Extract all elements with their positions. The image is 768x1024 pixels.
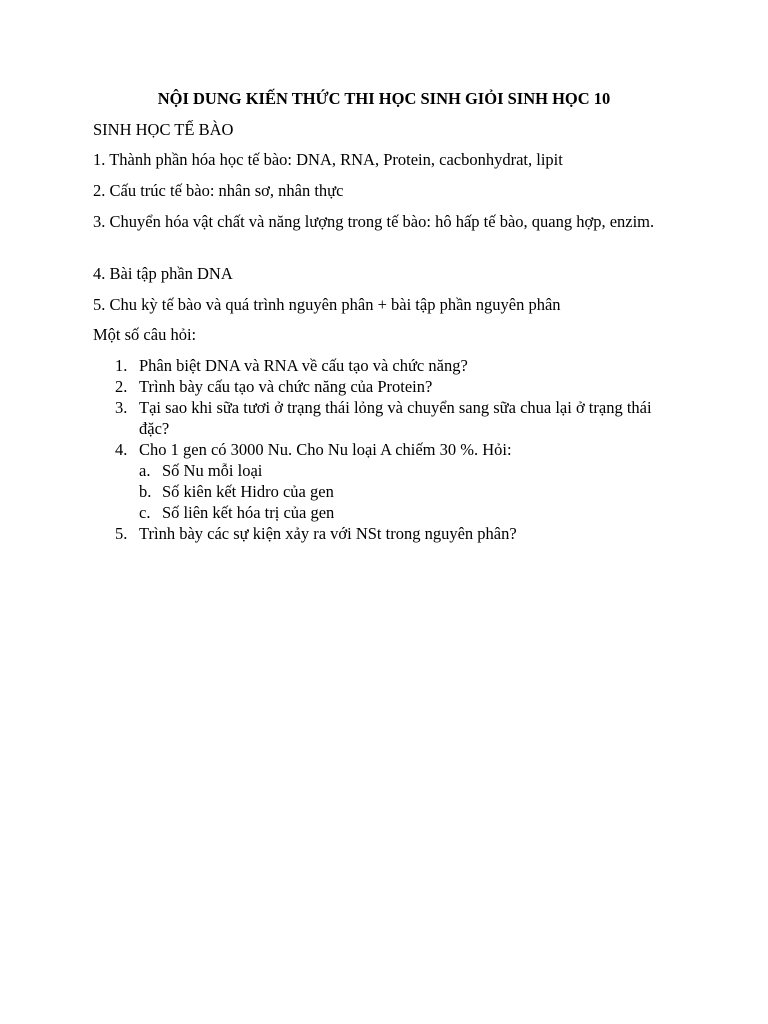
questions-heading: Một số câu hỏi: [93, 325, 197, 344]
question-text: Trình bày các sự kiện xảy ra với NSt trong nguyên phân? [139, 524, 517, 543]
question-number: 5. [115, 524, 128, 543]
sub-question-letter: b. [139, 482, 152, 501]
sub-question-text: Số liên kết hóa trị của gen [162, 503, 335, 522]
question-number: 3. [115, 398, 128, 417]
question-text: Trình bày cấu tạo và chức năng của Protein? [139, 377, 433, 396]
topic-3: 3. Chuyển hóa vật chất và năng lượng trong tế bào: hô hấp tế bào, quang hợp, enzim. [93, 212, 655, 231]
section-heading: SINH HỌC TẾ BÀO [93, 120, 234, 139]
question-item [93, 439, 683, 460]
question-number: 4. [115, 440, 128, 459]
question-item [93, 355, 683, 376]
question-text: Cho 1 gen có 3000 Nu. Cho Nu loại A chiếm 30 %. Hỏi: [139, 440, 512, 459]
topic-2: 2. Cấu trúc tế bào: nhân sơ, nhân thực [93, 181, 344, 200]
document-title: NỘI DUNG KIẾN THỨC THI HỌC SINH GIỎI SINH HỌC 10 [157, 89, 611, 108]
question-number: 1. [115, 356, 128, 375]
sub-question-letter: c. [139, 503, 151, 522]
sub-question-item [93, 502, 683, 523]
sub-question-text: Số Nu mỗi loại [162, 461, 263, 480]
question-text: Phân biệt DNA và RNA về cấu tạo và chức năng? [139, 356, 468, 375]
sub-question-text: Số kiên kết Hidro của gen [162, 482, 334, 501]
sub-question-letter: a. [139, 461, 151, 480]
topic-4: 4. Bài tập phần DNA [93, 264, 233, 283]
question-item [93, 523, 683, 544]
topic-1: 1. Thành phần hóa học tế bào: DNA, RNA, Protein, cacbonhydrat, lipit [93, 150, 563, 169]
question-list [93, 355, 683, 544]
question-number: 2. [115, 377, 128, 396]
question-text: Tại sao khi sữa tươi ở trạng thái lỏng và chuyển sang sữa chua lại ở trạng thái đặc? [139, 398, 652, 438]
sub-question-item [93, 481, 683, 502]
question-item [93, 376, 683, 397]
topic-5: 5. Chu kỳ tế bào và quá trình nguyên phân + bài tập phần nguyên phân [93, 295, 561, 314]
sub-question-item [93, 460, 683, 481]
question-item [93, 397, 683, 439]
